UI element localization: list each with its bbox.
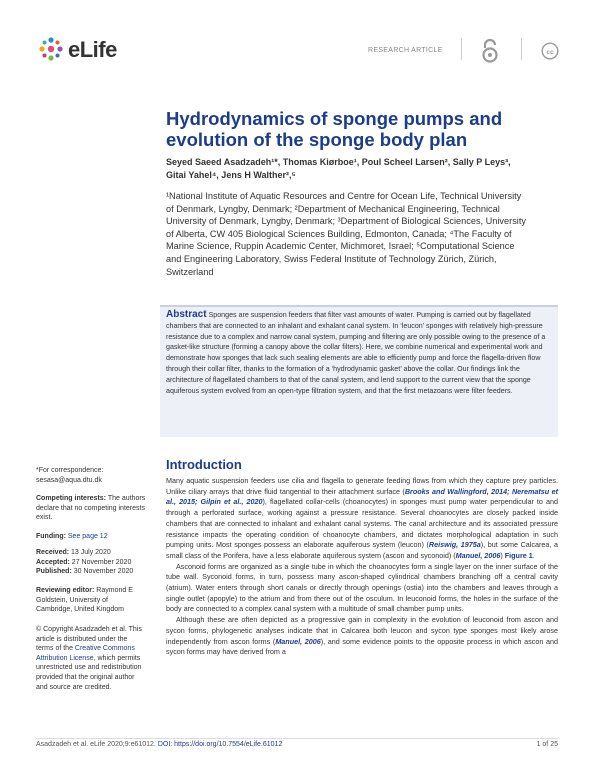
citation-link[interactable]: Manuel, 2006 (455, 550, 501, 560)
funding-link[interactable]: See page 12 (67, 533, 108, 540)
paragraph: Asconoid forms are organized as a single tube in which the choanocytes form a single layer on the inner surface of the tube wall. Syconoid forms, in turn, possess many ascon-shaped cylindrical chambers branching off a central cavity (atrium). Water enters through short canals or directly through openings (ostia) into the chambers and leaves through a single outlet (apopyle) to the atrium and from there out of the osculum. In leuconoid forms, the holes in the surface of the body are connected to a complex canal system with a multitude of small chamber pump units. (166, 561, 558, 614)
abstract-heading: Abstract (166, 309, 207, 320)
author-list (166, 156, 556, 182)
article-type-label: RESEARCH ARTICLE (368, 47, 443, 54)
svg-text:cc: cc (546, 49, 554, 56)
correspondence-label: *For correspondence: (36, 467, 104, 474)
citation-text: Asadzadeh et al. eLife 2020;9:e61012. (36, 741, 156, 748)
doi-link[interactable]: DOI: https://doi.org/10.7554/eLife.61012 (157, 741, 283, 748)
author-line: Gitai Yahel⁴, Jens H Walther²,⁵ (166, 170, 296, 180)
reviewing-editor (36, 586, 146, 615)
paragraph: Although these are often depicted as a progressive gain in complexity in the evolution of leuconoid from ascon and sycon forms, phylogenetic analyses indicate that in Calcarea both leucon and sycon type sponges most likely arose independently from ascon forms (Manuel, 2006), and some evidence points to the opposite process in which ascon and sycon forms may have derived from a (166, 615, 558, 657)
footer-divider (36, 738, 558, 739)
citation-link[interactable]: Manuel, 2006 (275, 636, 321, 646)
open-access-icon[interactable] (480, 38, 500, 69)
copyright-icon: © (36, 626, 42, 633)
elife-logo-icon (36, 34, 66, 64)
editor-text: Raymond E Goldstein, University of Cambridge, United Kingdom (36, 587, 133, 614)
author-line: Seyed Saeed Asadzadeh¹*, Thomas Kiørboe¹, Poul Scheel Larsen², Sally P Leys³, (166, 157, 511, 167)
header-divider (521, 38, 522, 60)
page-number: 1 of 25 (536, 741, 558, 748)
abstract-text: Sponges are suspension feeders that filter vast amounts of water. Pumping is carried out by flagellated chambers that are connected to an inhalant and exhalant canal system. In ‘leucon’ sponges with relatively high-pressure resistance due to a complex and narrow canal system, pumping and filtering are only possible owing to the presence of a gasket-like structure (forming a canopy above the collar filters). Here, we combine numerical and experimental work and demonstrate how sponges that lack such sealing elements are able to efficiently pump and force the flagella-driven flow through their collar filter, thanks to the formation of a ‘hydrodynamic gasket’ above the collar. Our findings link the architecture of flagellated chambers to that of the canal system, and lend support to the current view that the sponge aquiferous system evolved from an open-type filtration system, and that the first metazoans were filter feeders. (166, 311, 546, 395)
elife-logo-text: eLife (68, 37, 117, 62)
copyright-text: Copyright Asadzadeh et al. This article is distributed under the terms of the (36, 626, 142, 653)
received-date: 13 July 2020 (71, 549, 111, 556)
license-link[interactable]: Creative Commons Attribution License, (36, 645, 135, 662)
paragraph: Many aquatic suspension feeders use cilia and flagella to generate feeding flows from which they capture prey particles. Unlike ciliary arrays that drive fluid tangential to their attachment surface (Brooks and Wallingford, 2014; Nerematsu et al., 2015; Gilpin et al., 2020), flagellated collar-cells (choanocytes) in sponges must pump water perpendicular to and through a perforated surface, working against a pressure resistance. Several choanocytes are closely packed inside chambers that are connected to inhalant and exhalant canal systems. The canal architecture and its associated pressure resistance impacts the operating condition of choanocyte chambers, and dictates morphological adaptation in such pumping units. Most sponges possess an elaborate aquiferous system (leucon) (Reiswig, 1975a), but some Calcarea, a small class of the Porifera, have a less elaborate aquiferous system (ascon and syconoid) (Manuel, 2006) Figure 1. (166, 476, 558, 560)
funding-label: Funding: (36, 533, 66, 540)
creative-commons-icon[interactable] (541, 42, 559, 65)
citation-link[interactable]: Brooks and Wallingford, 2014; Nerematsu et al., 2015; Gilpin et al., 2020 (166, 486, 558, 507)
competing-interests (36, 494, 146, 523)
copyright (36, 625, 146, 692)
published-label: Published: (36, 568, 72, 576)
introduction-body (166, 476, 558, 658)
header-divider (461, 38, 462, 60)
correspondence-email[interactable]: sesasa@aqua.dtu.dk (36, 476, 102, 484)
citation-link[interactable]: Reiswig, 1975a (428, 540, 481, 550)
editor-label: Reviewing editor: (36, 587, 95, 594)
funding (36, 532, 146, 542)
correspondence (36, 466, 146, 485)
copyright-text-2: which permits unrestricted use and redistribution provided that the original author and source are credited. (36, 654, 142, 691)
published-date: 30 November 2020 (73, 568, 134, 576)
dates (36, 548, 146, 577)
received-label: Received: (36, 549, 70, 556)
figure-link[interactable]: Figure 1 (504, 550, 533, 560)
accepted-label: Accepted: (36, 558, 70, 566)
elife-logo[interactable] (36, 34, 116, 64)
article-title: Hydrodynamics of sponge pumps and evolution of the sponge body plan (166, 108, 503, 150)
affiliations: ¹National Institute of Aquatic Resources and Centre for Ocean Life, Technical University of Denmark, Lyngby, Denmark; ²Department of Mechanical Engineering, Technical University of Denmark, Lyngby, Denmark; ³Department of Biological Sciences, University of Alberta, CW 405 Biological Sciences Building, Edmonton, Canada; ⁴The Faculty of Marine Science, Ruppin Academic Center, Michmoret, Israel; ⁵Computational Science and Engineering Laboratory, Swiss Federal Institute of Technology Zürich, Zürich, Switzerland (166, 191, 526, 277)
competing-text: The authors declare that no competing interests exist. (36, 495, 146, 522)
footer-citation (36, 741, 558, 748)
abstract (166, 310, 552, 396)
competing-label: Competing interests: (36, 495, 107, 502)
accepted-date: 27 November 2020 (71, 558, 132, 566)
section-heading-introduction: Introduction (166, 457, 242, 472)
